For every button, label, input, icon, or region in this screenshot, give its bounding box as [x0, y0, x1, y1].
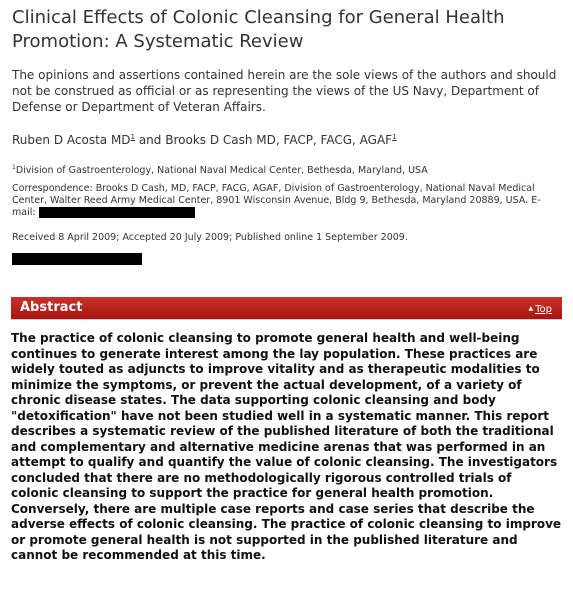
abstract-header — [11, 297, 562, 320]
affiliation — [12, 161, 562, 177]
redacted-block — [12, 253, 142, 265]
top-link-label: Top — [535, 304, 552, 315]
affiliation-text: Division of Gastroenterology, National Naval Medical Center, Bethesda, Maryland, USA — [15, 165, 428, 177]
author-list — [12, 129, 562, 148]
abstract-text: The practice of colonic cleansing to promote general health and well-being continues to generate interest among the lay population. These practices are widely touted as adjuncts to improve vitality and as therapeutic modalities to minimize the symptoms, or prevent the actual development, of a variety of chronic disease states. The data supporting colonic cleansing and body "detoxification" have not been studied well in a systematic manner. This report describes a systematic review of the published literature of both the traditional and complementary and alternative medicine arenas that was performed in an attempt to qualify and quantify the value of colonic cleansing. The investigators concluded that there are no methodologically rigorous controlled trials of colonic cleansing to support the practice for general health promotion. Conversely, there are multiple case reports and case series that describe the adverse effects of colonic cleansing. The practice of colonic cleansing to improve or promote general health is not supported in the published literature and cannot be recommended at this time. — [11, 331, 562, 562]
up-arrow-icon: ▲ — [528, 305, 534, 312]
author-name: Brooks D Cash MD, FACP, FACG, AGAF — [165, 133, 393, 147]
disclaimer: The opinions and assertions contained herein are the sole views of the authors and should not be construed as official or as representing the views of the US Navy, Department of Defense or Department of Veteran Affairs. — [12, 68, 557, 114]
correspondence — [12, 183, 562, 219]
author-conjunction: and — [135, 133, 166, 147]
affiliation-link[interactable]: 1 — [392, 133, 397, 141]
abstract-heading: Abstract — [20, 300, 83, 315]
redacted-email — [39, 207, 195, 218]
article-title: Clinical Effects of Colonic Cleansing for General Health Promotion: A Systematic Review — [12, 7, 505, 52]
author-name: Ruben D Acosta MD — [12, 133, 131, 147]
top-link[interactable] — [529, 302, 553, 316]
affiliation-link[interactable]: 1 — [130, 133, 136, 141]
affiliation-ref: 1 — [12, 164, 16, 171]
publication-dates: Received 8 April 2009; Accepted 20 July 2009; Published online 1 September 2009. — [12, 232, 408, 243]
correspondence-text: Correspondence: Brooks D Cash, MD, FACP, FACG, AGAF, Division of Gastroenterology, National Naval Medical Center, Walter Reed Army Medical Center, 8901 Wisconsin Avenue, Bldg 9, Bethesda, Maryland 20889, USA. E-mail: — [12, 183, 541, 218]
